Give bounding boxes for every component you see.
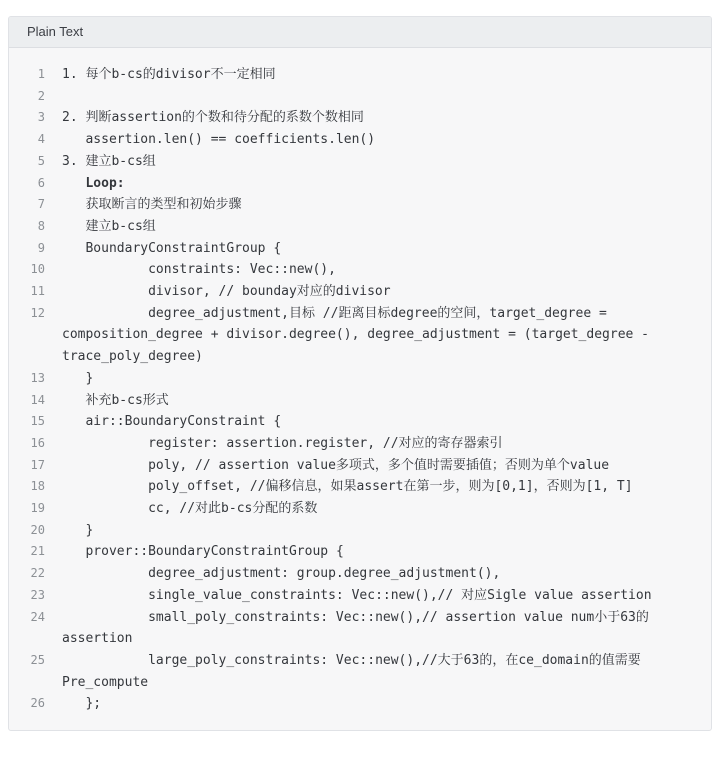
code-line — [17, 693, 709, 715]
code-line — [17, 541, 709, 563]
line-content: 1. 每个b-cs的divisor不一定相同 — [62, 67, 276, 82]
line-content: }; — [62, 696, 102, 712]
line-content: constraints: Vec::new(), — [62, 262, 336, 278]
line-number: 23 — [30, 587, 45, 602]
code-line — [17, 455, 709, 477]
line-content: air::BoundaryConstraint { — [62, 414, 282, 430]
line-number: 2 — [37, 88, 45, 103]
line-content: divisor, // bounday对应的divisor — [62, 284, 391, 300]
code-block-header — [9, 17, 711, 48]
line-number: 6 — [37, 175, 45, 190]
line-content: register: assertion.register, //对应的寄存器索引 — [62, 435, 503, 451]
code-line — [17, 64, 709, 86]
line-content: 获取断言的类型和初始步骤 — [62, 197, 242, 213]
line-content: BoundaryConstraintGroup { — [62, 240, 282, 256]
code-line — [17, 390, 709, 412]
code-line — [17, 194, 709, 216]
code-line — [17, 173, 709, 195]
line-content: poly_offset, //偏移信息，如果assert在第一步，则为[0,1]，否则为[1, T] — [62, 479, 633, 495]
line-content: prover::BoundaryConstraintGroup { — [62, 544, 344, 560]
code-line — [17, 498, 709, 520]
line-content: } — [62, 522, 94, 538]
line-number: 1 — [37, 67, 45, 81]
line-number: 19 — [30, 501, 45, 516]
code-line — [17, 585, 709, 607]
code-line — [17, 238, 709, 260]
line-content: 2. 判断assertion的个数和待分配的系数个数相同 — [62, 110, 364, 126]
line-content — [62, 86, 709, 108]
line-number: 22 — [30, 566, 45, 581]
line-number: 3 — [37, 110, 45, 125]
line-content: small_poly_constraints: Vec::new(),// assertion value num小于63的assertion — [62, 609, 649, 647]
line-number: 13 — [30, 370, 45, 385]
line-number: 4 — [37, 132, 45, 147]
line-number: 18 — [30, 479, 45, 494]
line-number: 15 — [30, 414, 45, 429]
code-block — [8, 16, 712, 731]
line-content: } — [62, 370, 94, 386]
line-number: 17 — [30, 457, 45, 472]
line-content: 建立b-cs组 — [62, 218, 156, 234]
line-number: 12 — [30, 305, 45, 320]
line-number: 10 — [30, 262, 45, 277]
code-line — [17, 281, 709, 303]
code-line — [17, 303, 709, 368]
line-number: 24 — [30, 609, 45, 624]
line-content: degree_adjustment,目标 //距离目标degree的空间，target_degree = composition_degree + divisor.degree(), degree_adjustment = (target_degree - trace_poly_degree) — [62, 305, 657, 365]
code-line — [17, 107, 709, 129]
line-content: degree_adjustment: group.degree_adjustment(), — [62, 566, 501, 582]
code-line — [17, 433, 709, 455]
line-number: 16 — [30, 435, 45, 450]
line-content: 补充b-cs形式 — [62, 392, 169, 408]
line-content: assertion.len() == coefficients.len() — [62, 132, 376, 148]
line-content: cc, //对此b-cs分配的系数 — [62, 501, 318, 517]
code-block-body — [9, 48, 711, 730]
code-line — [17, 259, 709, 281]
code-line — [17, 129, 709, 151]
code-line — [17, 650, 709, 693]
line-number: 8 — [37, 218, 45, 233]
code-language-label: Plain Text — [27, 24, 84, 39]
line-number: 20 — [30, 522, 45, 537]
code-line — [17, 476, 709, 498]
line-number: 26 — [30, 696, 45, 711]
line-content: large_poly_constraints: Vec::new(),//大于63的，在ce_domain的值需要Pre_compute — [62, 652, 641, 690]
line-content: Loop: — [62, 175, 125, 191]
line-content: 3. 建立b-cs组 — [62, 153, 156, 169]
code-line — [17, 216, 709, 238]
line-content: poly, // assertion value多项式，多个值时需要插值；否则为单个value — [62, 457, 610, 473]
code-line — [17, 520, 709, 542]
line-content: single_value_constraints: Vec::new(),// 对应Sigle value assertion — [62, 587, 652, 603]
line-number: 11 — [30, 284, 45, 299]
line-number: 7 — [37, 197, 45, 212]
line-number: 9 — [37, 240, 45, 255]
line-number: 5 — [37, 153, 45, 168]
line-number: 21 — [30, 544, 45, 559]
code-line — [17, 563, 709, 585]
code-line — [17, 86, 709, 108]
line-number: 25 — [30, 652, 45, 667]
code-line — [17, 151, 709, 173]
line-number: 14 — [30, 392, 45, 407]
code-line — [17, 607, 709, 650]
code-line — [17, 411, 709, 433]
code-line — [17, 368, 709, 390]
